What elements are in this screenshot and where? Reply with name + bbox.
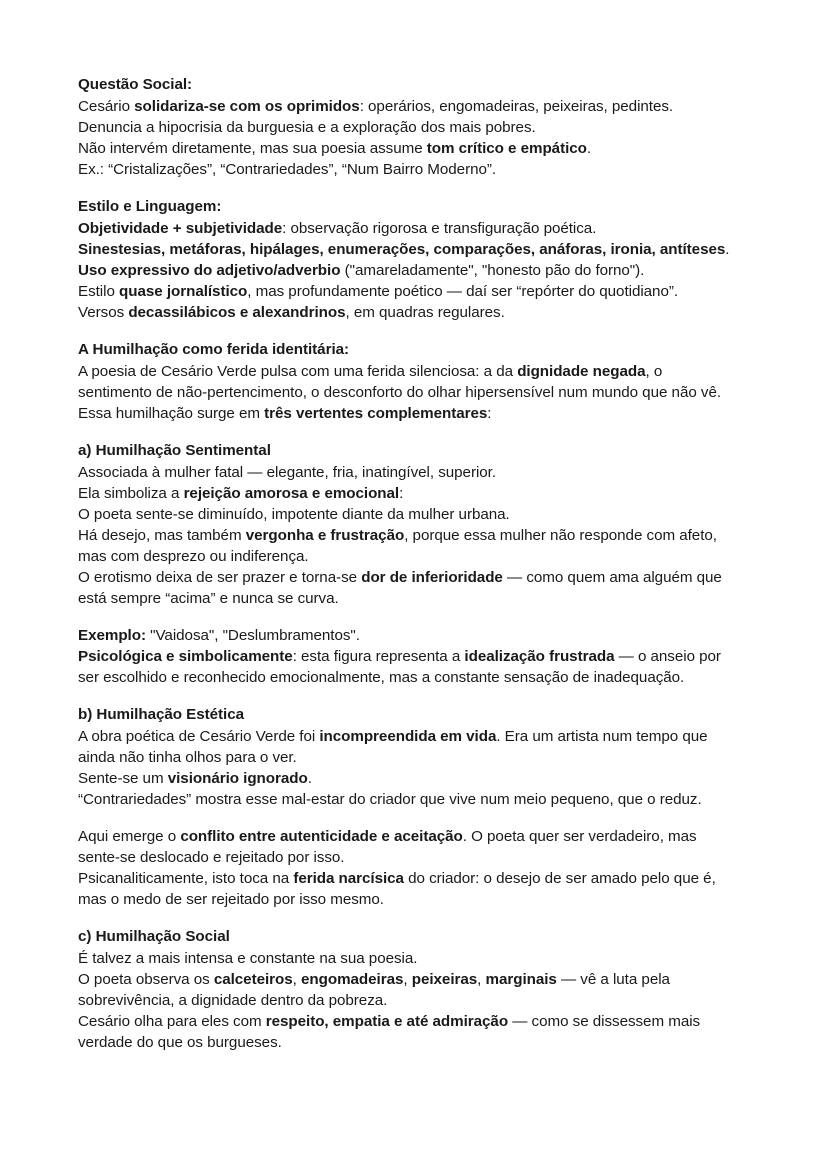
text-run: Cesário olha para eles com (78, 1013, 266, 1030)
text-run: , porque essa mulher não responde com afeto, mas com desprezo ou indiferença. (78, 527, 717, 565)
text-run: , mas profundamente poético — daí ser “repórter do quotidiano”. (247, 283, 679, 300)
text-line (78, 969, 740, 1011)
section-exemplo-sentimental (78, 625, 740, 688)
section-conflito-autenticidade (78, 826, 740, 910)
text-run: O erotismo deixa de ser prazer e torna-se (78, 569, 362, 586)
text-run: , (292, 971, 301, 988)
section-heading: Questão Social: (78, 76, 193, 93)
section-paragraph (78, 361, 740, 424)
emphasis-run: Sinestesias, metáforas, hipálages, enumerações, comparações, anáforas, ironia, antíteses (78, 241, 726, 258)
text-line (78, 361, 740, 403)
text-line (78, 159, 740, 180)
emphasis-run: Exemplo: (78, 627, 146, 644)
text-run: : (487, 405, 492, 422)
emphasis-run: calceteiros (213, 971, 293, 988)
section-humilhacao-social (78, 926, 740, 1053)
emphasis-run: Objetividade + subjetividade (78, 220, 283, 237)
emphasis-run: respeito, empatia e até admiração (265, 1013, 509, 1030)
text-run: . Era um artista num tempo que ainda não tinha olhos para o ver. (78, 728, 708, 766)
text-line (78, 239, 740, 260)
emphasis-run: quase jornalístico (119, 283, 248, 300)
text-run: ("amareladamente", "honesto pão do forno"). (340, 262, 645, 279)
emphasis-run: rejeição amorosa e emocional (183, 485, 400, 502)
text-run: do criador: o desejo de ser amado pelo que é, mas o medo de ser rejeitado por isso mesmo. (78, 870, 716, 908)
text-line (78, 117, 740, 138)
section-paragraph (78, 462, 740, 609)
text-run: — vê a luta pela sobrevivência, a dignidade dentro da pobreza. (78, 971, 670, 1009)
text-line (78, 483, 740, 504)
text-run: Denuncia a hipocrisia da burguesia e a exploração dos mais pobres. (78, 119, 536, 136)
text-run: , (477, 971, 486, 988)
text-line (78, 260, 740, 281)
section-humilhacao-sentimental (78, 440, 740, 609)
emphasis-run: visionário ignorado (167, 770, 308, 787)
text-run: O poeta sente-se diminuído, impotente diante da mulher urbana. (78, 506, 510, 523)
section-heading: c) Humilhação Social (78, 928, 230, 945)
text-run: . (586, 140, 592, 157)
text-run: Sente-se um (78, 770, 168, 787)
section-heading: a) Humilhação Sentimental (78, 442, 271, 459)
text-line (78, 826, 740, 868)
document-body (78, 74, 740, 1053)
text-run: Ex.: “Cristalizações”, “Contrariedades”, “Num Bairro Moderno”. (78, 161, 497, 178)
emphasis-run: marginais (485, 971, 557, 988)
emphasis-run: decassilábicos e alexandrinos (128, 304, 346, 321)
text-run: “Contrariedades” mostra esse mal-estar do criador que vive num meio pequeno, que o reduz. (78, 791, 702, 808)
text-run: — como se dissessem mais verdade do que os burgueses. (78, 1013, 701, 1051)
text-run: Psicanaliticamente, isto toca na (78, 870, 294, 887)
text-run: : (399, 485, 404, 502)
text-run: Associada à mulher fatal — elegante, fria, inatingível, superior. (78, 464, 497, 481)
text-run: A poesia de Cesário Verde pulsa com uma ferida silenciosa: a da (78, 363, 518, 380)
text-run: Cesário (78, 98, 135, 115)
text-run: . (725, 241, 730, 258)
text-line (78, 462, 740, 483)
emphasis-run: dignidade negada (517, 363, 646, 380)
emphasis-run: engomadeiras (301, 971, 404, 988)
text-run: Há desejo, mas também (78, 527, 246, 544)
text-line (78, 868, 740, 910)
text-line (78, 281, 740, 302)
emphasis-run: vergonha e frustração (245, 527, 405, 544)
text-run: . (307, 770, 312, 787)
text-line (78, 96, 740, 117)
section-heading: b) Humilhação Estética (78, 706, 245, 723)
text-line (78, 625, 740, 646)
section-paragraph (78, 826, 740, 910)
text-run: Ela simboliza a (78, 485, 184, 502)
text-run: : operários, engomadeiras, peixeiras, pedintes. (359, 98, 674, 115)
section-paragraph (78, 948, 740, 1053)
text-run: O poeta observa os (78, 971, 214, 988)
text-run: Não intervém diretamente, mas sua poesia assume (78, 140, 427, 157)
text-run: É talvez a mais intensa e constante na sua poesia. (78, 950, 418, 967)
text-run: . O poeta quer ser verdadeiro, mas sente-se deslocado e rejeitado por isso. (78, 828, 697, 866)
text-line (78, 789, 740, 810)
text-line (78, 567, 740, 609)
text-line (78, 726, 740, 768)
section-estilo-linguagem (78, 196, 740, 323)
text-line (78, 768, 740, 789)
emphasis-run: três vertentes complementares (264, 405, 488, 422)
text-run: A obra poética de Cesário Verde foi (78, 728, 320, 745)
text-line (78, 504, 740, 525)
text-run: : esta figura representa a (292, 648, 465, 665)
text-run: : observação rigorosa e transfiguração poética. (282, 220, 597, 237)
text-run: Estilo (78, 283, 120, 300)
emphasis-run: tom crítico e empático (426, 140, 587, 157)
section-paragraph (78, 96, 740, 180)
section-paragraph (78, 625, 740, 688)
section-heading: Estilo e Linguagem: (78, 198, 222, 215)
text-run: "Vaidosa", "Deslumbramentos". (145, 627, 360, 644)
text-line (78, 218, 740, 239)
section-humilhacao-ferida-identitaria (78, 339, 740, 424)
emphasis-run: Psicológica e simbolicamente (78, 648, 293, 665)
text-line (78, 1011, 740, 1053)
text-line (78, 302, 740, 323)
emphasis-run: peixeiras (411, 971, 478, 988)
text-line (78, 525, 740, 567)
text-run: Essa humilhação surge em (78, 405, 265, 422)
emphasis-run: dor de inferioridade (361, 569, 503, 586)
section-paragraph (78, 726, 740, 810)
emphasis-run: solidariza-se com os oprimidos (134, 98, 360, 115)
text-run: , (403, 971, 412, 988)
emphasis-run: Uso expressivo do adjetivo/adverbio (78, 262, 341, 279)
text-line (78, 948, 740, 969)
text-run: Versos (78, 304, 129, 321)
emphasis-run: idealização frustrada (464, 648, 615, 665)
text-run: , em quadras regulares. (345, 304, 505, 321)
section-heading: A Humilhação como ferida identitária: (78, 341, 350, 358)
section-questao-social (78, 74, 740, 180)
text-run: — como quem ama alguém que está sempre “acima” e nunca se curva. (78, 569, 722, 607)
section-humilhacao-estetica (78, 704, 740, 810)
emphasis-run: conflito entre autenticidade e aceitação (180, 828, 463, 845)
section-paragraph (78, 218, 740, 323)
text-run: , o sentimento de não-pertencimento, o desconforto do olhar hipersensível num mundo que não vê. (78, 363, 722, 401)
text-line (78, 403, 740, 424)
emphasis-run: ferida narcísica (293, 870, 404, 887)
emphasis-run: incompreendida em vida (319, 728, 497, 745)
text-run: Aqui emerge o (78, 828, 181, 845)
text-line (78, 646, 740, 688)
text-run: — o anseio por ser escolhido e reconhecido emocionalmente, mas a constante sensação de inadequação. (78, 648, 721, 686)
text-line (78, 138, 740, 159)
